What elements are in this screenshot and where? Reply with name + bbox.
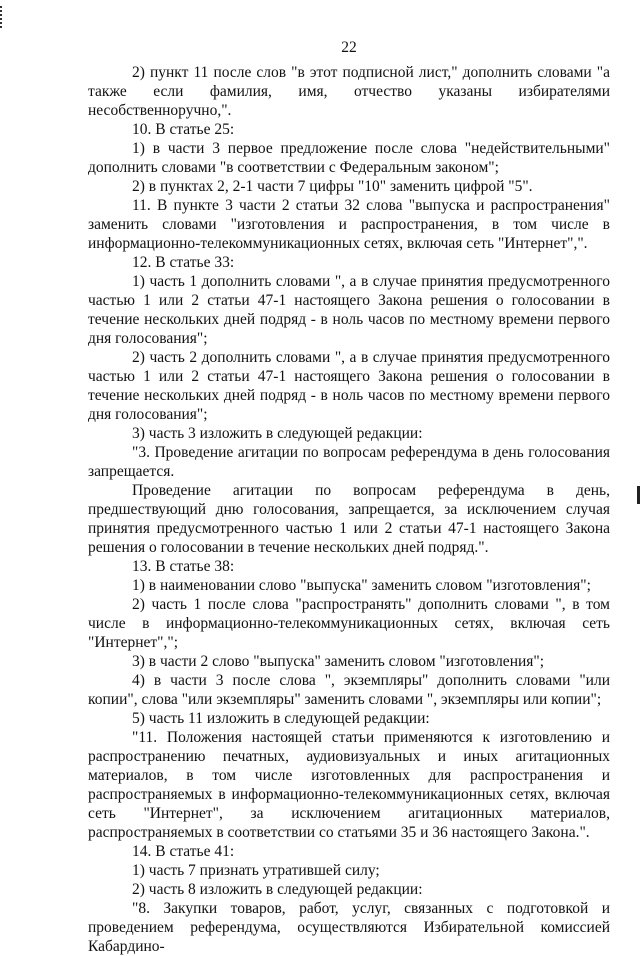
paragraph-22: "8. Закупки товаров, работ, услуг, связанных с подготовкой и проведением референдума, осуществляются Избирательной комиссией Кабардино- bbox=[88, 900, 610, 955]
paragraph-4: 2) в пунктах 2, 2-1 части 7 цифры "10" заменить цифрой "5". bbox=[132, 178, 533, 195]
scan-edge-mark bbox=[0, 6, 5, 28]
document-page bbox=[88, 38, 610, 956]
paragraph-5: 11. В пункте 3 части 2 статьи 32 слова "выпуска и распространения" заменить словами "изготовления и распространения, в том числе в информационно-телекоммуникационных сетях, включая сеть "Интернет",". bbox=[88, 197, 610, 252]
paragraph-15: 3) в части 2 слово "выпуска" заменить словом "изготовления"; bbox=[132, 653, 545, 670]
paragraph-21: 2) часть 8 изложить в следующей редакции: bbox=[132, 881, 423, 898]
paragraph-8: 2) часть 2 дополнить словами ", а в случае принятия предусмотренного частью 1 или 2 статьи 47-1 настоящего Закона решения о голосовании в течение нескольких дней подряд - в ноль часов по местному времени первого дня голосования"; bbox=[88, 349, 610, 423]
paragraph-13: 1) в наименовании слово "выпуска" заменить словом "изготовления"; bbox=[132, 577, 591, 594]
paragraph-1: 2) пункт 11 после слов "в этот подписной лист," дополнить словами "а также если фамилия, имя, отчество указаны избирателями несобственноручно,". bbox=[88, 64, 610, 119]
paragraph-12: 13. В статье 38: bbox=[132, 558, 235, 575]
paragraph-17: 5) часть 11 изложить в следующей редакции: bbox=[132, 710, 430, 727]
paragraph-14: 2) часть 1 после слова "распространять" дополнить словами ", в том числе в информационно-телекоммуникационных сетях, включая сеть "Интернет","; bbox=[88, 596, 610, 651]
paragraph-20: 1) часть 7 признать утратившей силу; bbox=[132, 862, 380, 879]
paragraph-10: "3. Проведение агитации по вопросам референдума в день голосования запрещается. bbox=[88, 444, 610, 480]
paragraph-18: "11. Положения настоящей статьи применяются к изготовлению и распространению печатных, аудиовизуальных и иных агитационных материалов, в том числе изготовленных для распространения и распространяемых в информационно-телекоммуникационных сетях, включая сеть "Интернет", за исключением агитационных материалов, распространяемых в соответствии со статьями 35 и 36 настоящего Закона.". bbox=[88, 729, 610, 841]
paragraph-16: 4) в части 3 после слова ", экземпляры" дополнить словами "или копии", слова "или экземпляры" заменить словами ", экземпляры или копии"; bbox=[88, 672, 610, 708]
paragraph-2: 10. В статье 25: bbox=[132, 121, 235, 138]
page-number: 22 bbox=[341, 39, 357, 56]
paragraph-3: 1) в части 3 первое предложение после слова "недействительными" дополнить словами "в соответствии с Федеральным законом"; bbox=[88, 140, 610, 176]
paragraph-11: Проведение агитации по вопросам референдума в день, предшествующий дню голосования, запрещается, за исключением случая принятия предусмотренного частью 1 или 2 статьи 47-1 настоящего Закона решения о голосовании в течение нескольких дней подряд.". bbox=[88, 482, 610, 556]
paragraph-7: 1) часть 1 дополнить словами ", а в случае принятия предусмотренного частью 1 или 2 статьи 47-1 настоящего Закона решения о голосовании в течение нескольких дней подряд - в ноль часов по местному времени первого дня голосования"; bbox=[88, 273, 610, 347]
paragraph-9: 3) часть 3 изложить в следующей редакции: bbox=[132, 425, 423, 442]
paragraph-6: 12. В статье 33: bbox=[132, 254, 235, 271]
paragraph-19: 14. В статье 41: bbox=[132, 843, 235, 860]
